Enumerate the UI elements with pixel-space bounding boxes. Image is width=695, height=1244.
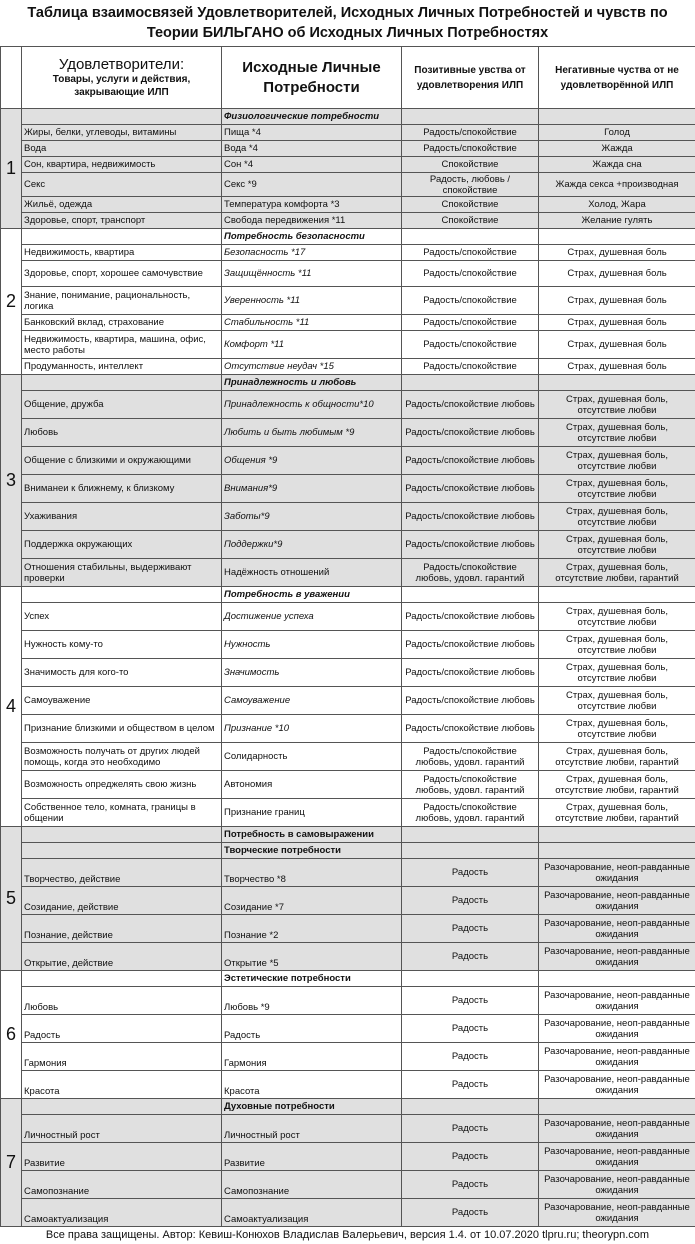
section-empty-cell — [539, 1099, 695, 1115]
section-empty-cell — [22, 109, 222, 125]
positive-feeling-cell: Радость — [402, 987, 539, 1015]
negative-feeling-cell: Страх, душевная боль, отсутствие любви, гарантий — [539, 743, 695, 771]
header-satisfiers-cell — [22, 47, 222, 109]
negative-feeling-cell: Страх, душевная боль, отсутствие любви — [539, 391, 695, 419]
table-row — [1, 331, 695, 359]
section-empty-cell — [539, 587, 695, 603]
document-title: Таблица взаимосвязей Удовлетворителей, Исходных Личных Потребностей и чувств по Теории БИЛЬГАНО об Исходных Личных Потребностях — [27, 5, 668, 41]
satisfier-cell: Отношения стабильны, выдерживают проверки — [22, 559, 222, 587]
positive-feeling-cell: Радость — [402, 943, 539, 971]
positive-feeling-cell: Радость/спокойствие — [402, 141, 539, 157]
need-cell: Радость — [222, 1015, 402, 1043]
section-row — [1, 843, 695, 859]
positive-feeling-cell: Радость — [402, 1115, 539, 1143]
positive-feeling-cell: Радость/спокойствие — [402, 315, 539, 331]
positive-feeling-cell: Радость — [402, 887, 539, 915]
negative-feeling-cell: Страх, душевная боль, отсутствие любви — [539, 503, 695, 531]
negative-feeling-cell: Жажда сна — [539, 157, 695, 173]
section-title: Эстетические потребности — [222, 971, 402, 987]
satisfier-cell: Гармония — [22, 1043, 222, 1071]
satisfier-cell: Созидание, действие — [22, 887, 222, 915]
header-satisfiers-subtitle: Товары, услуги и действия, закрывающие ИЛП — [52, 74, 191, 98]
need-cell: Признание границ — [222, 799, 402, 827]
table-row — [1, 1043, 695, 1071]
table-row — [1, 125, 695, 141]
section-title: Потребность в самовыражении — [222, 827, 402, 843]
negative-feeling-cell: Холод, Жара — [539, 197, 695, 213]
negative-feeling-cell: Страх, душевная боль, отсутствие любви — [539, 531, 695, 559]
table-row — [1, 887, 695, 915]
table-row — [1, 603, 695, 631]
need-cell: Созидание *7 — [222, 887, 402, 915]
need-cell: Внимания*9 — [222, 475, 402, 503]
need-cell: Пища *4 — [222, 125, 402, 141]
positive-feeling-cell: Радость, любовь /спокойствие — [402, 173, 539, 197]
satisfier-cell: Открытие, действие — [22, 943, 222, 971]
table-row — [1, 771, 695, 799]
section-empty-cell — [539, 375, 695, 391]
satisfier-cell: Личностный рост — [22, 1115, 222, 1143]
needs-table — [0, 46, 695, 1227]
need-cell: Любовь *9 — [222, 987, 402, 1015]
header-positive-cell: Позитивные увства от удовлетворения ИЛП — [402, 47, 539, 109]
positive-feeling-cell: Радость — [402, 859, 539, 887]
positive-feeling-cell: Спокойствие — [402, 213, 539, 229]
satisfier-cell: Недвижимость, квартира — [22, 245, 222, 261]
need-cell: Вода *4 — [222, 141, 402, 157]
need-cell: Достижение успеха — [222, 603, 402, 631]
positive-feeling-cell: Спокойствие — [402, 157, 539, 173]
section-empty-cell — [539, 843, 695, 859]
positive-feeling-cell: Радость/спокойствие любовь, удовл. гарантий — [402, 743, 539, 771]
header-needs-cell: Исходные Личные Потребности — [222, 47, 402, 109]
section-empty-cell — [402, 1099, 539, 1115]
group-number: 3 — [1, 375, 22, 587]
satisfier-cell: Собственное тело, комната, границы в общении — [22, 799, 222, 827]
group-number: 2 — [1, 229, 22, 375]
negative-feeling-cell: Желание гулять — [539, 213, 695, 229]
table-row — [1, 631, 695, 659]
satisfier-cell: Продуманность, интеллект — [22, 359, 222, 375]
positive-feeling-cell: Радость/спокойствие — [402, 359, 539, 375]
positive-feeling-cell: Радость/спокойствие — [402, 261, 539, 287]
section-empty-cell — [402, 843, 539, 859]
negative-feeling-cell: Страх, душевная боль — [539, 315, 695, 331]
negative-feeling-cell: Страх, душевная боль, отсутствие любви — [539, 447, 695, 475]
section-row — [1, 375, 695, 391]
positive-feeling-cell: Радость — [402, 1143, 539, 1171]
satisfier-cell: Банковский вклад, страхование — [22, 315, 222, 331]
section-empty-cell — [402, 229, 539, 245]
table-row — [1, 531, 695, 559]
section-empty-cell — [539, 971, 695, 987]
satisfier-cell: Радость — [22, 1015, 222, 1043]
positive-feeling-cell: Радость — [402, 1043, 539, 1071]
table-row — [1, 859, 695, 887]
need-cell: Надёжность отношений — [222, 559, 402, 587]
section-empty-cell — [539, 229, 695, 245]
section-empty-cell — [402, 375, 539, 391]
need-cell: Защищённость *11 — [222, 261, 402, 287]
header-satisfiers-title: Удовлетворители: — [58, 56, 185, 73]
satisfier-cell: Возможность опреджелять свою жизнь — [22, 771, 222, 799]
need-cell: Комфорт *11 — [222, 331, 402, 359]
table-row — [1, 743, 695, 771]
section-row — [1, 229, 695, 245]
section-row — [1, 1099, 695, 1115]
table-row — [1, 213, 695, 229]
section-empty-cell — [402, 587, 539, 603]
satisfier-cell: Развитие — [22, 1143, 222, 1171]
section-title: Духовные потребности — [222, 1099, 402, 1115]
group-number: 4 — [1, 587, 22, 827]
need-cell: Нужность — [222, 631, 402, 659]
table-row — [1, 943, 695, 971]
negative-feeling-cell: Жажда — [539, 141, 695, 157]
need-cell: Отсутствие неудач *15 — [222, 359, 402, 375]
table-row — [1, 359, 695, 375]
need-cell: Стабильность *11 — [222, 315, 402, 331]
need-cell: Самоактуализация — [222, 1199, 402, 1227]
need-cell: Безопасность *17 — [222, 245, 402, 261]
section-title: Физиологические потребности — [222, 109, 402, 125]
table-row — [1, 559, 695, 587]
section-title: Принадлежность и любовь — [222, 375, 402, 391]
section-empty-cell — [402, 971, 539, 987]
need-cell: Творчество *8 — [222, 859, 402, 887]
table-row — [1, 419, 695, 447]
positive-feeling-cell: Радость/спокойствие любовь — [402, 631, 539, 659]
header-negative-cell: Негативные чуства от не удовлетворённой ИЛП — [539, 47, 695, 109]
table-row — [1, 1071, 695, 1099]
table-row — [1, 659, 695, 687]
positive-feeling-cell: Радость/спокойствие любовь — [402, 659, 539, 687]
table-row — [1, 503, 695, 531]
satisfier-cell: Поддержка окружающих — [22, 531, 222, 559]
positive-feeling-cell: Радость/спокойствие — [402, 125, 539, 141]
positive-feeling-cell: Радость — [402, 1171, 539, 1199]
header-number-cell — [1, 47, 22, 109]
section-empty-cell — [22, 843, 222, 859]
satisfier-cell: Познание, действие — [22, 915, 222, 943]
need-cell: Гармония — [222, 1043, 402, 1071]
satisfier-cell: Самоуважение — [22, 687, 222, 715]
table-row — [1, 715, 695, 743]
needs-table-wrapper — [0, 46, 695, 1227]
satisfier-cell: Общение с близкими и окружающими — [22, 447, 222, 475]
negative-feeling-cell: Разочарование, неоп-равданные ожидания — [539, 1199, 695, 1227]
need-cell: Сон *4 — [222, 157, 402, 173]
negative-feeling-cell: Страх, душевная боль — [539, 359, 695, 375]
section-empty-cell — [539, 827, 695, 843]
table-row — [1, 1143, 695, 1171]
need-cell: Развитие — [222, 1143, 402, 1171]
group-number: 6 — [1, 971, 22, 1099]
positive-feeling-cell: Радость/спокойствие любовь, удовл. гарантий — [402, 771, 539, 799]
table-row — [1, 391, 695, 419]
section-title: Потребность в уважении — [222, 587, 402, 603]
section-empty-cell — [22, 827, 222, 843]
section-row — [1, 109, 695, 125]
table-row — [1, 475, 695, 503]
negative-feeling-cell: Страх, душевная боль — [539, 287, 695, 315]
section-empty-cell — [22, 971, 222, 987]
negative-feeling-cell: Разочарование, неоп-равданные ожидания — [539, 943, 695, 971]
negative-feeling-cell: Страх, душевная боль — [539, 331, 695, 359]
need-cell: Признание *10 — [222, 715, 402, 743]
negative-feeling-cell: Разочарование, неоп-равданные ожидания — [539, 1071, 695, 1099]
positive-feeling-cell: Радость/спокойствие любовь — [402, 531, 539, 559]
satisfier-cell: Нужность кому-то — [22, 631, 222, 659]
positive-feeling-cell: Радость/спокойствие любовь — [402, 475, 539, 503]
group-number: 7 — [1, 1099, 22, 1227]
section-empty-cell — [22, 375, 222, 391]
need-cell: Красота — [222, 1071, 402, 1099]
need-cell: Солидарность — [222, 743, 402, 771]
negative-feeling-cell: Жажда секса +производная — [539, 173, 695, 197]
need-cell: Свобода передвижения *11 — [222, 213, 402, 229]
table-row — [1, 987, 695, 1015]
table-row — [1, 1115, 695, 1143]
negative-feeling-cell: Страх, душевная боль, отсутствие любви — [539, 631, 695, 659]
table-row — [1, 915, 695, 943]
table-row — [1, 157, 695, 173]
satisfier-cell: Творчество, действие — [22, 859, 222, 887]
need-cell: Принадлежность к общности*10 — [222, 391, 402, 419]
table-row — [1, 261, 695, 287]
need-cell: Уверенность *11 — [222, 287, 402, 315]
positive-feeling-cell: Радость — [402, 1015, 539, 1043]
positive-feeling-cell: Радость — [402, 1071, 539, 1099]
positive-feeling-cell: Радость/спокойствие любовь — [402, 391, 539, 419]
need-cell: Познание *2 — [222, 915, 402, 943]
need-cell: Любить и быть любимым *9 — [222, 419, 402, 447]
satisfier-cell: Жильё, одежда — [22, 197, 222, 213]
positive-feeling-cell: Радость/спокойствие любовь — [402, 603, 539, 631]
satisfier-cell: Красота — [22, 1071, 222, 1099]
need-cell: Секс *9 — [222, 173, 402, 197]
negative-feeling-cell: Страх, душевная боль, отсутствие любви — [539, 715, 695, 743]
satisfier-cell: Любовь — [22, 987, 222, 1015]
need-cell: Значимость — [222, 659, 402, 687]
negative-feeling-cell: Разочарование, неоп-равданные ожидания — [539, 1043, 695, 1071]
satisfier-cell: Сон, квартира, недвижимость — [22, 157, 222, 173]
negative-feeling-cell: Страх, душевная боль, отсутствие любви — [539, 687, 695, 715]
table-row — [1, 141, 695, 157]
table-row — [1, 687, 695, 715]
needs-table-body — [1, 47, 695, 1227]
negative-feeling-cell: Разочарование, неоп-равданные ожидания — [539, 859, 695, 887]
negative-feeling-cell: Страх, душевная боль, отсутствие любви, гарантий — [539, 559, 695, 587]
need-cell: Температура комфорта *3 — [222, 197, 402, 213]
negative-feeling-cell: Разочарование, неоп-равданные ожидания — [539, 1143, 695, 1171]
section-empty-cell — [539, 109, 695, 125]
positive-feeling-cell: Радость/спокойствие любовь — [402, 419, 539, 447]
negative-feeling-cell: Страх, душевная боль, отсутствие любви — [539, 475, 695, 503]
negative-feeling-cell: Разочарование, неоп-равданные ожидания — [539, 987, 695, 1015]
satisfier-cell: Секс — [22, 173, 222, 197]
table-row — [1, 287, 695, 315]
table-row — [1, 173, 695, 197]
negative-feeling-cell: Страх, душевная боль, отсутствие любви — [539, 659, 695, 687]
negative-feeling-cell: Разочарование, неоп-равданные ожидания — [539, 1015, 695, 1043]
table-row — [1, 1015, 695, 1043]
negative-feeling-cell: Разочарование, неоп-равданные ожидания — [539, 1171, 695, 1199]
negative-feeling-cell: Страх, душевная боль, отсутствие любви — [539, 603, 695, 631]
satisfier-cell: Любовь — [22, 419, 222, 447]
need-cell: Самопознание — [222, 1171, 402, 1199]
satisfier-cell: Общение, дружба — [22, 391, 222, 419]
satisfier-cell: Жиры, белки, углеводы, витамины — [22, 125, 222, 141]
section-row — [1, 587, 695, 603]
satisfier-cell: Значимость для кого-то — [22, 659, 222, 687]
positive-feeling-cell: Спокойствие — [402, 197, 539, 213]
negative-feeling-cell: Голод — [539, 125, 695, 141]
table-row — [1, 1199, 695, 1227]
table-row — [1, 799, 695, 827]
need-cell: Автономия — [222, 771, 402, 799]
group-number: 1 — [1, 109, 22, 229]
section-empty-cell — [22, 229, 222, 245]
group-number: 5 — [1, 827, 22, 971]
satisfier-cell: Вода — [22, 141, 222, 157]
positive-feeling-cell: Радость — [402, 1199, 539, 1227]
section-title: Потребность безопасности — [222, 229, 402, 245]
positive-feeling-cell: Радость/спокойствие любовь — [402, 447, 539, 475]
satisfier-cell: Возможность получать от других людей помощь, когда это необходимо — [22, 743, 222, 771]
section-empty-cell — [402, 109, 539, 125]
table-row — [1, 447, 695, 475]
satisfier-cell: Признание близкими и обществом в целом — [22, 715, 222, 743]
negative-feeling-cell: Разочарование, неоп-равданные ожидания — [539, 887, 695, 915]
need-cell: Открытие *5 — [222, 943, 402, 971]
section-row — [1, 827, 695, 843]
need-cell: Личностный рост — [222, 1115, 402, 1143]
satisfier-cell: Здоровье, спорт, транспорт — [22, 213, 222, 229]
negative-feeling-cell: Страх, душевная боль, отсутствие любви — [539, 419, 695, 447]
positive-feeling-cell: Радость/спокойствие — [402, 245, 539, 261]
table-header-row — [1, 47, 695, 109]
table-row — [1, 315, 695, 331]
positive-feeling-cell: Радость/спокойствие — [402, 287, 539, 315]
negative-feeling-cell: Страх, душевная боль — [539, 261, 695, 287]
positive-feeling-cell: Радость/спокойствие — [402, 331, 539, 359]
satisfier-cell: Знание, понимание, рациональность, логика — [22, 287, 222, 315]
satisfier-cell: Ухаживания — [22, 503, 222, 531]
satisfier-cell: Здоровье, спорт, хорошее самочувствие — [22, 261, 222, 287]
negative-feeling-cell: Разочарование, неоп-равданные ожидания — [539, 915, 695, 943]
positive-feeling-cell: Радость/спокойствие любовь — [402, 503, 539, 531]
satisfier-cell: Недвижимость, квартира, машина, офис, место работы — [22, 331, 222, 359]
section-title: Творческие потребности — [222, 843, 402, 859]
negative-feeling-cell: Страх, душевная боль — [539, 245, 695, 261]
satisfier-cell: Вниманеи к ближнему, к близкому — [22, 475, 222, 503]
footer-copyright: Все права защищены. Автор: Кевиш-Конюхов Владислав Валерьевич, версия 1.4. от 10.07.2020 tlpru.ru; theorypn.com — [45, 1229, 650, 1241]
satisfier-cell: Самопознание — [22, 1171, 222, 1199]
section-row — [1, 971, 695, 987]
need-cell: Заботы*9 — [222, 503, 402, 531]
section-empty-cell — [22, 1099, 222, 1115]
satisfier-cell: Самоактуализация — [22, 1199, 222, 1227]
positive-feeling-cell: Радость/спокойствие любовь, удовл. гарантий — [402, 799, 539, 827]
section-empty-cell — [402, 827, 539, 843]
table-row — [1, 245, 695, 261]
positive-feeling-cell: Радость/спокойствие любовь — [402, 687, 539, 715]
need-cell: Самоуважение — [222, 687, 402, 715]
need-cell: Общения *9 — [222, 447, 402, 475]
table-row — [1, 197, 695, 213]
section-empty-cell — [22, 587, 222, 603]
positive-feeling-cell: Радость/спокойствие любовь, удовл. гарантий — [402, 559, 539, 587]
table-row — [1, 1171, 695, 1199]
negative-feeling-cell: Страх, душевная боль, отсутствие любви, гарантий — [539, 771, 695, 799]
positive-feeling-cell: Радость — [402, 915, 539, 943]
need-cell: Поддержки*9 — [222, 531, 402, 559]
positive-feeling-cell: Радость/спокойствие любовь — [402, 715, 539, 743]
negative-feeling-cell: Разочарование, неоп-равданные ожидания — [539, 1115, 695, 1143]
satisfier-cell: Успех — [22, 603, 222, 631]
negative-feeling-cell: Страх, душевная боль, отсутствие любви, гарантий — [539, 799, 695, 827]
